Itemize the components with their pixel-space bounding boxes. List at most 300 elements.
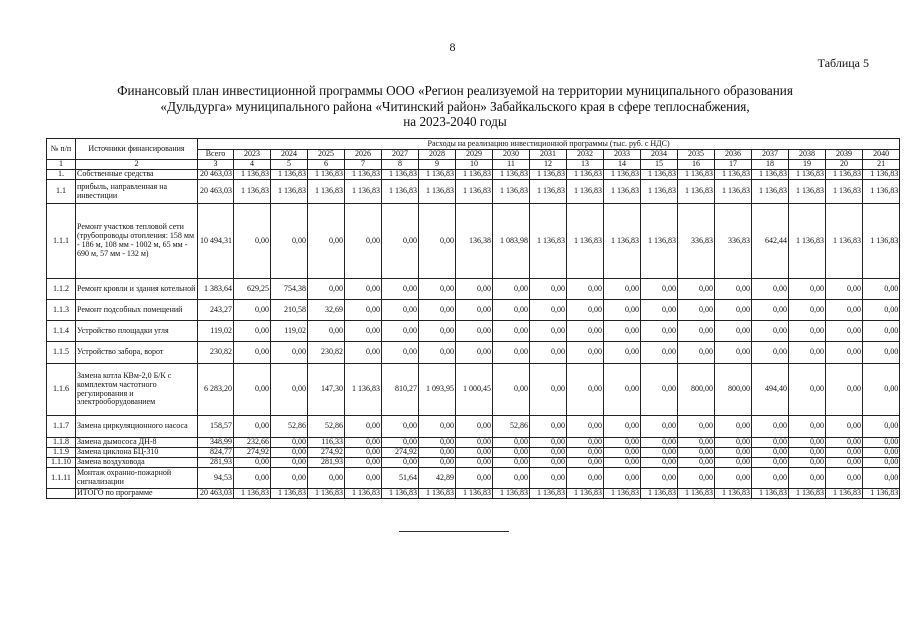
header-index-cell: 5 bbox=[271, 160, 308, 170]
row-value: 0,00 bbox=[789, 342, 826, 364]
row-value: 0,00 bbox=[641, 364, 678, 416]
row-value: 147,30 bbox=[308, 364, 345, 416]
row-value: 0,00 bbox=[604, 342, 641, 364]
row-value: 1 136,83 bbox=[308, 489, 345, 499]
table-row bbox=[47, 364, 900, 416]
row-value: 0,00 bbox=[789, 416, 826, 438]
row-number: 1.1.10 bbox=[47, 458, 76, 468]
row-value: 0,00 bbox=[826, 416, 863, 438]
row-total: 1 383,64 bbox=[198, 279, 234, 300]
row-value: 136,38 bbox=[456, 204, 493, 279]
row-value: 0,00 bbox=[345, 468, 382, 489]
row-value: 1 136,83 bbox=[493, 489, 530, 499]
row-value: 0,00 bbox=[271, 204, 308, 279]
row-value: 0,00 bbox=[567, 321, 604, 342]
row-value: 0,00 bbox=[271, 458, 308, 468]
row-value: 0,00 bbox=[345, 204, 382, 279]
row-value: 0,00 bbox=[678, 468, 715, 489]
table-row bbox=[47, 458, 900, 468]
row-value: 0,00 bbox=[234, 342, 271, 364]
row-value: 1 136,83 bbox=[234, 180, 271, 204]
header-index-cell: 20 bbox=[826, 160, 863, 170]
row-value: 0,00 bbox=[567, 364, 604, 416]
row-number: 1.1.8 bbox=[47, 438, 76, 448]
row-value: 0,00 bbox=[567, 448, 604, 458]
row-value: 0,00 bbox=[863, 416, 900, 438]
row-value: 0,00 bbox=[234, 321, 271, 342]
row-value: 0,00 bbox=[752, 416, 789, 438]
header-index-cell: 18 bbox=[752, 160, 789, 170]
header-year: 2030 bbox=[493, 150, 530, 160]
row-source: Замена циркуляционного насоса bbox=[76, 416, 198, 438]
row-value: 0,00 bbox=[826, 448, 863, 458]
row-value: 1 136,83 bbox=[604, 180, 641, 204]
row-value: 1 136,83 bbox=[567, 489, 604, 499]
row-value: 1 136,83 bbox=[382, 170, 419, 180]
row-value: 0,00 bbox=[641, 438, 678, 448]
row-value: 0,00 bbox=[604, 321, 641, 342]
row-value: 0,00 bbox=[567, 458, 604, 468]
row-value: 0,00 bbox=[493, 448, 530, 458]
row-value: 0,00 bbox=[826, 364, 863, 416]
row-value: 0,00 bbox=[715, 321, 752, 342]
row-value: 1 136,83 bbox=[567, 204, 604, 279]
row-value: 0,00 bbox=[752, 279, 789, 300]
row-value: 1 136,83 bbox=[345, 489, 382, 499]
row-value: 0,00 bbox=[382, 416, 419, 438]
row-value: 0,00 bbox=[715, 342, 752, 364]
row-value: 1 136,83 bbox=[752, 180, 789, 204]
document-title bbox=[40, 83, 870, 130]
row-source: Собственные средства bbox=[76, 170, 198, 180]
row-value: 0,00 bbox=[715, 458, 752, 468]
header-year: 2035 bbox=[678, 150, 715, 160]
row-value: 0,00 bbox=[493, 438, 530, 448]
table-row bbox=[47, 448, 900, 458]
row-value: 0,00 bbox=[863, 279, 900, 300]
row-source: Замена циклона БЦ-310 bbox=[76, 448, 198, 458]
row-value: 0,00 bbox=[493, 279, 530, 300]
row-total: 119,02 bbox=[198, 321, 234, 342]
row-value: 1 136,83 bbox=[789, 489, 826, 499]
row-value: 0,00 bbox=[456, 438, 493, 448]
header-index-cell: 14 bbox=[604, 160, 641, 170]
row-value: 0,00 bbox=[530, 416, 567, 438]
row-value: 1 136,83 bbox=[234, 489, 271, 499]
row-value: 0,00 bbox=[789, 438, 826, 448]
row-value: 0,00 bbox=[826, 468, 863, 489]
row-value: 0,00 bbox=[567, 342, 604, 364]
row-value: 0,00 bbox=[234, 204, 271, 279]
header-index-cell: 21 bbox=[863, 160, 900, 170]
row-value: 0,00 bbox=[271, 448, 308, 458]
header-year: 2025 bbox=[308, 150, 345, 160]
row-value: 0,00 bbox=[567, 468, 604, 489]
row-source: Замена котла КВм-2,0 Б/К с комплектом частотного регулирования и электрооборудованием bbox=[76, 364, 198, 416]
row-value: 1 136,83 bbox=[641, 489, 678, 499]
row-value: 0,00 bbox=[308, 321, 345, 342]
row-value: 0,00 bbox=[271, 364, 308, 416]
row-value: 0,00 bbox=[456, 458, 493, 468]
row-value: 1 136,83 bbox=[271, 180, 308, 204]
row-value: 0,00 bbox=[715, 468, 752, 489]
row-value: 0,00 bbox=[789, 448, 826, 458]
row-number: 1.1.11 bbox=[47, 468, 76, 489]
row-number: 1.1 bbox=[47, 180, 76, 204]
row-value: 0,00 bbox=[604, 458, 641, 468]
row-value: 0,00 bbox=[530, 342, 567, 364]
table-row bbox=[47, 170, 900, 180]
page-number: 8 bbox=[449, 40, 456, 54]
row-value: 0,00 bbox=[530, 458, 567, 468]
row-value: 1 136,83 bbox=[752, 170, 789, 180]
financial-plan-table bbox=[46, 138, 900, 499]
row-value: 0,00 bbox=[382, 438, 419, 448]
row-value: 0,00 bbox=[345, 438, 382, 448]
row-value: 0,00 bbox=[604, 279, 641, 300]
header-index-cell: 10 bbox=[456, 160, 493, 170]
table-row bbox=[47, 342, 900, 364]
row-value: 0,00 bbox=[641, 321, 678, 342]
row-value: 1 136,83 bbox=[826, 489, 863, 499]
table-label: Таблица 5 bbox=[817, 56, 869, 70]
table-row bbox=[47, 468, 900, 489]
row-value: 210,58 bbox=[271, 300, 308, 321]
row-number: 1.1.6 bbox=[47, 364, 76, 416]
row-value: 0,00 bbox=[382, 458, 419, 468]
row-value: 1 136,83 bbox=[826, 204, 863, 279]
row-number: 1.1.3 bbox=[47, 300, 76, 321]
row-total: 20 463,03 bbox=[198, 489, 234, 499]
row-value: 51,64 bbox=[382, 468, 419, 489]
row-value: 0,00 bbox=[678, 279, 715, 300]
row-total: 20 463,03 bbox=[198, 170, 234, 180]
row-number: 1. bbox=[47, 170, 76, 180]
row-value: 0,00 bbox=[493, 364, 530, 416]
header-year: 2037 bbox=[752, 150, 789, 160]
row-value: 1 136,83 bbox=[789, 180, 826, 204]
row-value: 0,00 bbox=[863, 342, 900, 364]
row-value: 0,00 bbox=[456, 416, 493, 438]
row-value: 0,00 bbox=[345, 342, 382, 364]
header-year: 2026 bbox=[345, 150, 382, 160]
row-value: 0,00 bbox=[826, 300, 863, 321]
row-value: 810,27 bbox=[382, 364, 419, 416]
row-source: Ремонт подсобных помещений bbox=[76, 300, 198, 321]
row-value: 0,00 bbox=[234, 468, 271, 489]
row-value: 1 136,83 bbox=[715, 170, 752, 180]
row-value: 0,00 bbox=[530, 321, 567, 342]
row-value: 0,00 bbox=[345, 321, 382, 342]
row-value: 0,00 bbox=[234, 416, 271, 438]
row-value: 0,00 bbox=[456, 279, 493, 300]
row-source: ИТОГО по программе bbox=[76, 489, 198, 499]
row-value: 1 136,83 bbox=[456, 180, 493, 204]
row-source: Замена дымососа ДН-8 bbox=[76, 438, 198, 448]
row-value: 0,00 bbox=[604, 300, 641, 321]
header-index-cell: 13 bbox=[567, 160, 604, 170]
row-number bbox=[47, 489, 76, 499]
row-value: 0,00 bbox=[345, 279, 382, 300]
title-line-1: Финансовый план инвестиционной программы ООО «Регион реализуемой на территории муниципального образования bbox=[117, 83, 793, 98]
signature-line bbox=[399, 531, 509, 532]
row-value: 1 136,83 bbox=[419, 489, 456, 499]
row-value: 1 136,83 bbox=[345, 170, 382, 180]
row-source: Устройство площадки угля bbox=[76, 321, 198, 342]
row-value: 0,00 bbox=[382, 279, 419, 300]
row-value: 230,82 bbox=[308, 342, 345, 364]
header-year: 2036 bbox=[715, 150, 752, 160]
row-value: 1 136,83 bbox=[567, 170, 604, 180]
header-index-cell: 6 bbox=[308, 160, 345, 170]
row-value: 0,00 bbox=[345, 458, 382, 468]
row-value: 0,00 bbox=[345, 416, 382, 438]
row-value: 1 136,83 bbox=[863, 489, 900, 499]
row-value: 0,00 bbox=[456, 300, 493, 321]
row-value: 0,00 bbox=[419, 342, 456, 364]
row-value: 0,00 bbox=[752, 458, 789, 468]
table-row bbox=[47, 438, 900, 448]
row-value: 1 136,83 bbox=[456, 489, 493, 499]
row-value: 0,00 bbox=[419, 204, 456, 279]
row-number: 1.1.7 bbox=[47, 416, 76, 438]
row-value: 0,00 bbox=[419, 300, 456, 321]
row-value: 0,00 bbox=[308, 468, 345, 489]
row-value: 0,00 bbox=[863, 364, 900, 416]
row-value: 1 136,83 bbox=[863, 180, 900, 204]
row-value: 42,89 bbox=[419, 468, 456, 489]
row-value: 0,00 bbox=[493, 342, 530, 364]
header-year: 2034 bbox=[641, 150, 678, 160]
header-index-cell: 2 bbox=[76, 160, 198, 170]
row-value: 629,25 bbox=[234, 279, 271, 300]
row-value: 0,00 bbox=[604, 448, 641, 458]
row-value: 274,92 bbox=[382, 448, 419, 458]
row-value: 1 136,83 bbox=[234, 170, 271, 180]
row-value: 336,83 bbox=[715, 204, 752, 279]
title-line-3: на 2023-2040 годы bbox=[403, 114, 507, 129]
row-value: 1 000,45 bbox=[456, 364, 493, 416]
header-index-cell: 1 bbox=[47, 160, 76, 170]
row-value: 0,00 bbox=[493, 321, 530, 342]
row-value: 0,00 bbox=[308, 204, 345, 279]
row-value: 0,00 bbox=[678, 448, 715, 458]
header-year: 2028 bbox=[419, 150, 456, 160]
header-index-cell: 9 bbox=[419, 160, 456, 170]
row-value: 0,00 bbox=[678, 342, 715, 364]
row-value: 754,38 bbox=[271, 279, 308, 300]
row-value: 1 136,83 bbox=[271, 170, 308, 180]
row-value: 1 136,83 bbox=[382, 180, 419, 204]
row-value: 0,00 bbox=[752, 448, 789, 458]
table-row bbox=[47, 300, 900, 321]
header-index-cell: 12 bbox=[530, 160, 567, 170]
header-year: 2031 bbox=[530, 150, 567, 160]
row-value: 0,00 bbox=[752, 300, 789, 321]
row-value: 0,00 bbox=[456, 468, 493, 489]
row-total: 158,57 bbox=[198, 416, 234, 438]
row-value: 116,33 bbox=[308, 438, 345, 448]
row-value: 1 136,83 bbox=[530, 180, 567, 204]
row-value: 0,00 bbox=[419, 448, 456, 458]
row-value: 1 136,83 bbox=[345, 364, 382, 416]
table-row bbox=[47, 416, 900, 438]
header-index-cell: 4 bbox=[234, 160, 271, 170]
header-index-cell: 7 bbox=[345, 160, 382, 170]
row-total: 20 463,03 bbox=[198, 180, 234, 204]
row-value: 0,00 bbox=[678, 300, 715, 321]
row-value: 0,00 bbox=[715, 279, 752, 300]
row-number: 1.1.5 bbox=[47, 342, 76, 364]
row-value: 0,00 bbox=[530, 279, 567, 300]
header-total: Всего bbox=[198, 150, 234, 160]
header-year: 2024 bbox=[271, 150, 308, 160]
row-value: 0,00 bbox=[863, 321, 900, 342]
row-value: 0,00 bbox=[641, 342, 678, 364]
header-year: 2023 bbox=[234, 150, 271, 160]
row-value: 0,00 bbox=[678, 416, 715, 438]
row-value: 0,00 bbox=[530, 300, 567, 321]
row-value: 1 136,83 bbox=[530, 170, 567, 180]
row-value: 0,00 bbox=[752, 321, 789, 342]
row-value: 0,00 bbox=[456, 342, 493, 364]
row-value: 0,00 bbox=[234, 364, 271, 416]
row-value: 0,00 bbox=[752, 468, 789, 489]
row-value: 0,00 bbox=[345, 448, 382, 458]
row-value: 0,00 bbox=[715, 300, 752, 321]
row-value: 0,00 bbox=[530, 364, 567, 416]
row-value: 0,00 bbox=[826, 458, 863, 468]
row-value: 1 136,83 bbox=[419, 180, 456, 204]
header-year: 2032 bbox=[567, 150, 604, 160]
header-year: 2033 bbox=[604, 150, 641, 160]
row-value: 1 136,83 bbox=[789, 170, 826, 180]
row-value: 0,00 bbox=[567, 279, 604, 300]
row-value: 0,00 bbox=[271, 468, 308, 489]
row-value: 1 136,83 bbox=[641, 170, 678, 180]
row-total: 348,99 bbox=[198, 438, 234, 448]
row-value: 232,66 bbox=[234, 438, 271, 448]
row-total: 230,82 bbox=[198, 342, 234, 364]
row-value: 52,86 bbox=[493, 416, 530, 438]
row-source: Монтаж охранно-пожарной сигнализации bbox=[76, 468, 198, 489]
row-value: 32,69 bbox=[308, 300, 345, 321]
row-total: 94,53 bbox=[198, 468, 234, 489]
row-value: 0,00 bbox=[641, 300, 678, 321]
row-total: 243,27 bbox=[198, 300, 234, 321]
row-value: 1 136,83 bbox=[715, 489, 752, 499]
table-row bbox=[47, 279, 900, 300]
row-value: 1 136,83 bbox=[456, 170, 493, 180]
table-row bbox=[47, 180, 900, 204]
row-value: 0,00 bbox=[456, 321, 493, 342]
row-value: 0,00 bbox=[863, 438, 900, 448]
row-value: 0,00 bbox=[567, 416, 604, 438]
row-value: 0,00 bbox=[419, 321, 456, 342]
row-value: 0,00 bbox=[530, 468, 567, 489]
row-value: 1 136,83 bbox=[678, 180, 715, 204]
row-value: 0,00 bbox=[308, 279, 345, 300]
header-year: 2027 bbox=[382, 150, 419, 160]
row-value: 1 136,83 bbox=[567, 180, 604, 204]
row-value: 0,00 bbox=[493, 458, 530, 468]
row-value: 0,00 bbox=[419, 279, 456, 300]
row-value: 0,00 bbox=[641, 448, 678, 458]
row-value: 1 136,83 bbox=[604, 170, 641, 180]
row-value: 0,00 bbox=[789, 321, 826, 342]
row-value: 1 136,83 bbox=[493, 170, 530, 180]
row-value: 0,00 bbox=[641, 458, 678, 468]
row-source: Ремонт кровли и здания котельной bbox=[76, 279, 198, 300]
row-source: прибыль, направленная на инвестиции bbox=[76, 180, 198, 204]
row-value: 0,00 bbox=[234, 458, 271, 468]
row-value: 0,00 bbox=[863, 458, 900, 468]
row-value: 0,00 bbox=[678, 438, 715, 448]
row-value: 0,00 bbox=[604, 468, 641, 489]
row-value: 1 136,83 bbox=[678, 489, 715, 499]
row-value: 1 136,83 bbox=[382, 489, 419, 499]
row-value: 0,00 bbox=[382, 300, 419, 321]
row-number: 1.1.4 bbox=[47, 321, 76, 342]
row-value: 1 136,83 bbox=[641, 204, 678, 279]
row-value: 0,00 bbox=[419, 458, 456, 468]
row-value: 0,00 bbox=[752, 342, 789, 364]
title-line-2: «Дульдурга» муниципального района «Читинский район» Забайкальского края в сфере теплоснабжения, bbox=[160, 98, 750, 114]
row-value: 1 136,83 bbox=[271, 489, 308, 499]
table-row bbox=[47, 489, 900, 499]
row-value: 1 136,83 bbox=[530, 489, 567, 499]
row-value: 1 136,83 bbox=[604, 489, 641, 499]
row-value: 0,00 bbox=[641, 279, 678, 300]
row-source: Устройство забора, ворот bbox=[76, 342, 198, 364]
row-value: 1 136,83 bbox=[715, 180, 752, 204]
row-value: 0,00 bbox=[826, 279, 863, 300]
row-value: 0,00 bbox=[382, 342, 419, 364]
row-value: 1 136,83 bbox=[826, 170, 863, 180]
row-value: 0,00 bbox=[456, 448, 493, 458]
table-row bbox=[47, 204, 900, 279]
row-value: 642,44 bbox=[752, 204, 789, 279]
row-value: 0,00 bbox=[826, 321, 863, 342]
row-value: 0,00 bbox=[271, 342, 308, 364]
row-value: 800,00 bbox=[715, 364, 752, 416]
header-source: Источники финансирования bbox=[76, 139, 198, 160]
row-value: 1 136,83 bbox=[530, 204, 567, 279]
row-value: 0,00 bbox=[493, 300, 530, 321]
row-value: 1 136,83 bbox=[826, 180, 863, 204]
row-value: 0,00 bbox=[419, 438, 456, 448]
row-value: 0,00 bbox=[382, 321, 419, 342]
row-value: 1 083,98 bbox=[493, 204, 530, 279]
row-number: 1.1.2 bbox=[47, 279, 76, 300]
header-index-cell: 11 bbox=[493, 160, 530, 170]
row-value: 0,00 bbox=[826, 342, 863, 364]
row-value: 0,00 bbox=[863, 300, 900, 321]
row-value: 0,00 bbox=[419, 416, 456, 438]
header-expenses: Расходы на реализацию инвестиционной программы (тыс. руб. с НДС) bbox=[198, 139, 900, 150]
row-total: 824,77 bbox=[198, 448, 234, 458]
row-value: 1 136,83 bbox=[308, 170, 345, 180]
row-value: 0,00 bbox=[641, 416, 678, 438]
row-value: 0,00 bbox=[382, 204, 419, 279]
row-value: 1 136,83 bbox=[863, 204, 900, 279]
header-year: 2038 bbox=[789, 150, 826, 160]
row-value: 0,00 bbox=[493, 468, 530, 489]
row-value: 0,00 bbox=[715, 416, 752, 438]
row-value: 1 136,83 bbox=[493, 180, 530, 204]
header-index-cell: 8 bbox=[382, 160, 419, 170]
row-value: 1 136,83 bbox=[678, 170, 715, 180]
